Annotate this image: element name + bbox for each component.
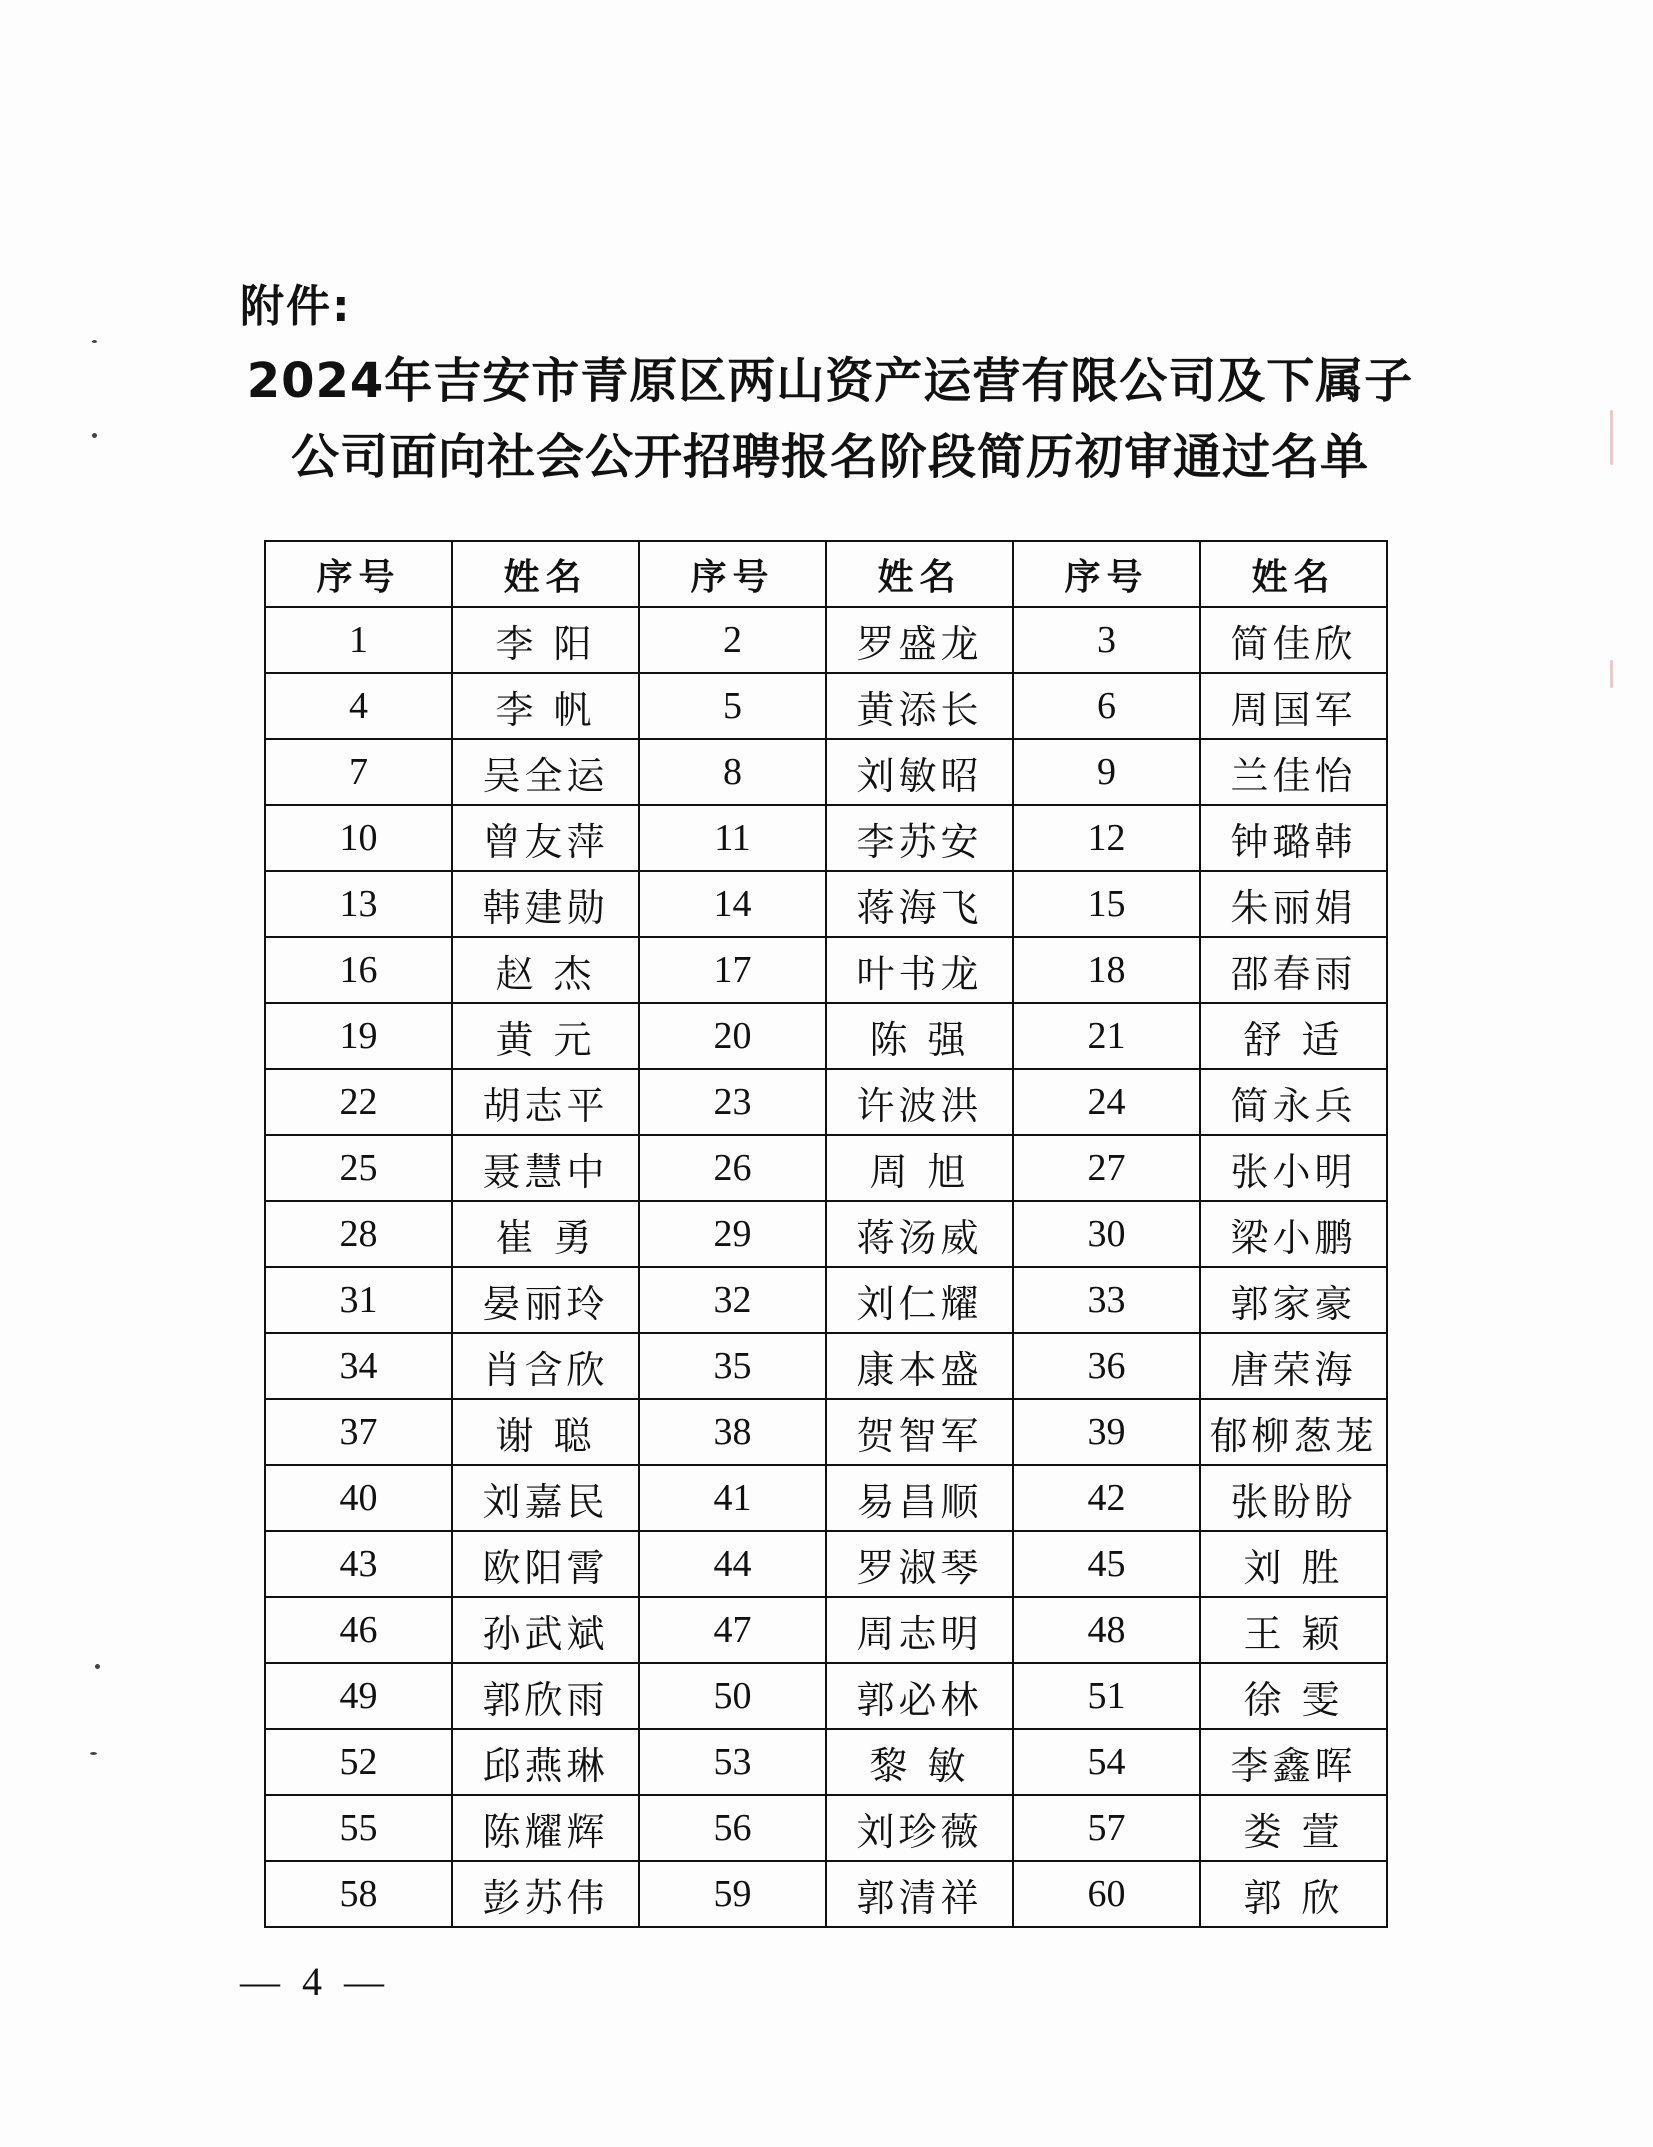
candidate-name-cell: 郭家豪 <box>1200 1267 1387 1333</box>
candidate-name-cell: 王 颖 <box>1200 1597 1387 1663</box>
candidate-name-cell: 舒 适 <box>1200 1003 1387 1069</box>
serial-number-cell: 31 <box>265 1267 452 1333</box>
candidate-name-cell: 李苏安 <box>826 805 1013 871</box>
serial-number-cell: 4 <box>265 673 452 739</box>
candidate-name-cell: 徐 雯 <box>1200 1663 1387 1729</box>
candidate-name-cell: 郭必林 <box>826 1663 1013 1729</box>
candidate-name-cell: 李 阳 <box>452 607 639 673</box>
header-serial: 序号 <box>639 541 826 607</box>
serial-number-cell: 32 <box>639 1267 826 1333</box>
serial-number-cell: 1 <box>265 607 452 673</box>
table-row <box>265 937 1387 1003</box>
table-row <box>265 1003 1387 1069</box>
candidate-name-cell: 朱丽娟 <box>1200 871 1387 937</box>
table-row <box>265 1531 1387 1597</box>
candidate-name-cell: 黎 敏 <box>826 1729 1013 1795</box>
header-serial: 序号 <box>265 541 452 607</box>
candidate-name-cell: 刘敏昭 <box>826 739 1013 805</box>
table-row <box>265 1399 1387 1465</box>
scan-speck <box>92 340 97 343</box>
serial-number-cell: 59 <box>639 1861 826 1927</box>
document-title-line-2: 公司面向社会公开招聘报名阶段简历初审通过名单 <box>290 429 1369 485</box>
serial-number-cell: 23 <box>639 1069 826 1135</box>
scan-speck <box>95 1664 100 1669</box>
serial-number-cell: 60 <box>1013 1861 1200 1927</box>
candidate-name-cell: 郁柳葱茏 <box>1200 1399 1387 1465</box>
serial-number-cell: 24 <box>1013 1069 1200 1135</box>
candidate-name-cell: 彭苏伟 <box>452 1861 639 1927</box>
candidate-name-cell: 刘 胜 <box>1200 1531 1387 1597</box>
header-name: 姓名 <box>452 541 639 607</box>
serial-number-cell: 43 <box>265 1531 452 1597</box>
candidate-name-cell: 肖含欣 <box>452 1333 639 1399</box>
candidate-name-cell: 张小明 <box>1200 1135 1387 1201</box>
serial-number-cell: 46 <box>265 1597 452 1663</box>
candidate-name-cell: 周国军 <box>1200 673 1387 739</box>
serial-number-cell: 45 <box>1013 1531 1200 1597</box>
candidate-name-cell: 吴全运 <box>452 739 639 805</box>
candidate-name-cell: 晏丽玲 <box>452 1267 639 1333</box>
candidate-name-cell: 蒋海飞 <box>826 871 1013 937</box>
candidate-name-cell: 韩建勋 <box>452 871 639 937</box>
candidate-name-cell: 娄 萱 <box>1200 1795 1387 1861</box>
document-title-line-1: 2024年吉安市青原区两山资产运营有限公司及下属子 <box>246 353 1414 409</box>
scan-speck <box>1610 660 1613 688</box>
candidate-name-cell: 叶书龙 <box>826 937 1013 1003</box>
serial-number-cell: 41 <box>639 1465 826 1531</box>
candidate-name-cell: 李鑫晖 <box>1200 1729 1387 1795</box>
serial-number-cell: 5 <box>639 673 826 739</box>
table-row <box>265 739 1387 805</box>
table-header-row <box>265 541 1387 607</box>
serial-number-cell: 48 <box>1013 1597 1200 1663</box>
candidate-name-cell: 李 帆 <box>452 673 639 739</box>
serial-number-cell: 19 <box>265 1003 452 1069</box>
serial-number-cell: 18 <box>1013 937 1200 1003</box>
candidate-name-cell: 张盼盼 <box>1200 1465 1387 1531</box>
serial-number-cell: 21 <box>1013 1003 1200 1069</box>
table-row <box>265 673 1387 739</box>
table-row <box>265 607 1387 673</box>
serial-number-cell: 20 <box>639 1003 826 1069</box>
candidate-name-cell: 唐荣海 <box>1200 1333 1387 1399</box>
candidate-name-cell: 周志明 <box>826 1597 1013 1663</box>
candidate-name-cell: 刘嘉民 <box>452 1465 639 1531</box>
serial-number-cell: 7 <box>265 739 452 805</box>
page-number: — 4 — <box>240 1959 390 2004</box>
serial-number-cell: 34 <box>265 1333 452 1399</box>
candidate-name-cell: 黄添长 <box>826 673 1013 739</box>
scan-speck <box>92 433 97 438</box>
candidate-name-cell: 许波洪 <box>826 1069 1013 1135</box>
table-row <box>265 805 1387 871</box>
roster-table-body <box>265 607 1387 1927</box>
candidate-name-cell: 蒋汤威 <box>826 1201 1013 1267</box>
serial-number-cell: 2 <box>639 607 826 673</box>
serial-number-cell: 56 <box>639 1795 826 1861</box>
serial-number-cell: 13 <box>265 871 452 937</box>
serial-number-cell: 9 <box>1013 739 1200 805</box>
table-row <box>265 871 1387 937</box>
attachment-label: 附件: <box>240 281 352 332</box>
candidate-name-cell: 易昌顺 <box>826 1465 1013 1531</box>
serial-number-cell: 44 <box>639 1531 826 1597</box>
candidate-name-cell: 邵春雨 <box>1200 937 1387 1003</box>
header-name: 姓名 <box>826 541 1013 607</box>
serial-number-cell: 38 <box>639 1399 826 1465</box>
serial-number-cell: 11 <box>639 805 826 871</box>
serial-number-cell: 30 <box>1013 1201 1200 1267</box>
table-row <box>265 1069 1387 1135</box>
serial-number-cell: 15 <box>1013 871 1200 937</box>
serial-number-cell: 16 <box>265 937 452 1003</box>
scan-speck <box>1610 410 1613 465</box>
candidate-name-cell: 罗盛龙 <box>826 607 1013 673</box>
serial-number-cell: 14 <box>639 871 826 937</box>
candidate-name-cell: 聂慧中 <box>452 1135 639 1201</box>
table-row <box>265 1861 1387 1927</box>
candidate-name-cell: 谢 聪 <box>452 1399 639 1465</box>
serial-number-cell: 36 <box>1013 1333 1200 1399</box>
candidate-name-cell: 曾友萍 <box>452 805 639 871</box>
serial-number-cell: 6 <box>1013 673 1200 739</box>
candidate-name-cell: 钟璐韩 <box>1200 805 1387 871</box>
serial-number-cell: 42 <box>1013 1465 1200 1531</box>
table-row <box>265 1729 1387 1795</box>
candidate-name-cell: 康本盛 <box>826 1333 1013 1399</box>
serial-number-cell: 22 <box>265 1069 452 1135</box>
candidate-name-cell: 梁小鹏 <box>1200 1201 1387 1267</box>
serial-number-cell: 53 <box>639 1729 826 1795</box>
candidate-name-cell: 孙武斌 <box>452 1597 639 1663</box>
candidate-name-cell: 黄 元 <box>452 1003 639 1069</box>
candidate-name-cell: 罗淑琴 <box>826 1531 1013 1597</box>
serial-number-cell: 28 <box>265 1201 452 1267</box>
candidate-name-cell: 兰佳怡 <box>1200 739 1387 805</box>
serial-number-cell: 26 <box>639 1135 826 1201</box>
table-row <box>265 1333 1387 1399</box>
candidate-name-cell: 简佳欣 <box>1200 607 1387 673</box>
table-row <box>265 1135 1387 1201</box>
serial-number-cell: 29 <box>639 1201 826 1267</box>
serial-number-cell: 50 <box>639 1663 826 1729</box>
candidate-name-cell: 欧阳霄 <box>452 1531 639 1597</box>
table-row <box>265 1465 1387 1531</box>
roster-table <box>264 540 1388 1928</box>
scan-speck <box>90 1752 97 1755</box>
table-row <box>265 1267 1387 1333</box>
serial-number-cell: 12 <box>1013 805 1200 871</box>
serial-number-cell: 54 <box>1013 1729 1200 1795</box>
serial-number-cell: 35 <box>639 1333 826 1399</box>
serial-number-cell: 47 <box>639 1597 826 1663</box>
serial-number-cell: 55 <box>265 1795 452 1861</box>
candidate-name-cell: 贺智军 <box>826 1399 1013 1465</box>
serial-number-cell: 57 <box>1013 1795 1200 1861</box>
serial-number-cell: 10 <box>265 805 452 871</box>
candidate-name-cell: 刘仁耀 <box>826 1267 1013 1333</box>
table-row <box>265 1663 1387 1729</box>
serial-number-cell: 40 <box>265 1465 452 1531</box>
table-row <box>265 1795 1387 1861</box>
candidate-name-cell: 郭清祥 <box>826 1861 1013 1927</box>
candidate-name-cell: 刘珍薇 <box>826 1795 1013 1861</box>
table-row <box>265 1201 1387 1267</box>
candidate-name-cell: 郭 欣 <box>1200 1861 1387 1927</box>
candidate-name-cell: 陈 强 <box>826 1003 1013 1069</box>
candidate-name-cell: 赵 杰 <box>452 937 639 1003</box>
candidate-name-cell: 崔 勇 <box>452 1201 639 1267</box>
header-serial: 序号 <box>1013 541 1200 607</box>
serial-number-cell: 3 <box>1013 607 1200 673</box>
serial-number-cell: 49 <box>265 1663 452 1729</box>
header-name: 姓名 <box>1200 541 1387 607</box>
serial-number-cell: 17 <box>639 937 826 1003</box>
serial-number-cell: 27 <box>1013 1135 1200 1201</box>
serial-number-cell: 33 <box>1013 1267 1200 1333</box>
serial-number-cell: 52 <box>265 1729 452 1795</box>
candidate-name-cell: 胡志平 <box>452 1069 639 1135</box>
serial-number-cell: 39 <box>1013 1399 1200 1465</box>
candidate-name-cell: 周 旭 <box>826 1135 1013 1201</box>
candidate-name-cell: 陈耀辉 <box>452 1795 639 1861</box>
serial-number-cell: 37 <box>265 1399 452 1465</box>
serial-number-cell: 58 <box>265 1861 452 1927</box>
serial-number-cell: 25 <box>265 1135 452 1201</box>
table-row <box>265 1597 1387 1663</box>
candidate-name-cell: 简永兵 <box>1200 1069 1387 1135</box>
candidate-name-cell: 郭欣雨 <box>452 1663 639 1729</box>
serial-number-cell: 8 <box>639 739 826 805</box>
serial-number-cell: 51 <box>1013 1663 1200 1729</box>
candidate-name-cell: 邱燕琳 <box>452 1729 639 1795</box>
